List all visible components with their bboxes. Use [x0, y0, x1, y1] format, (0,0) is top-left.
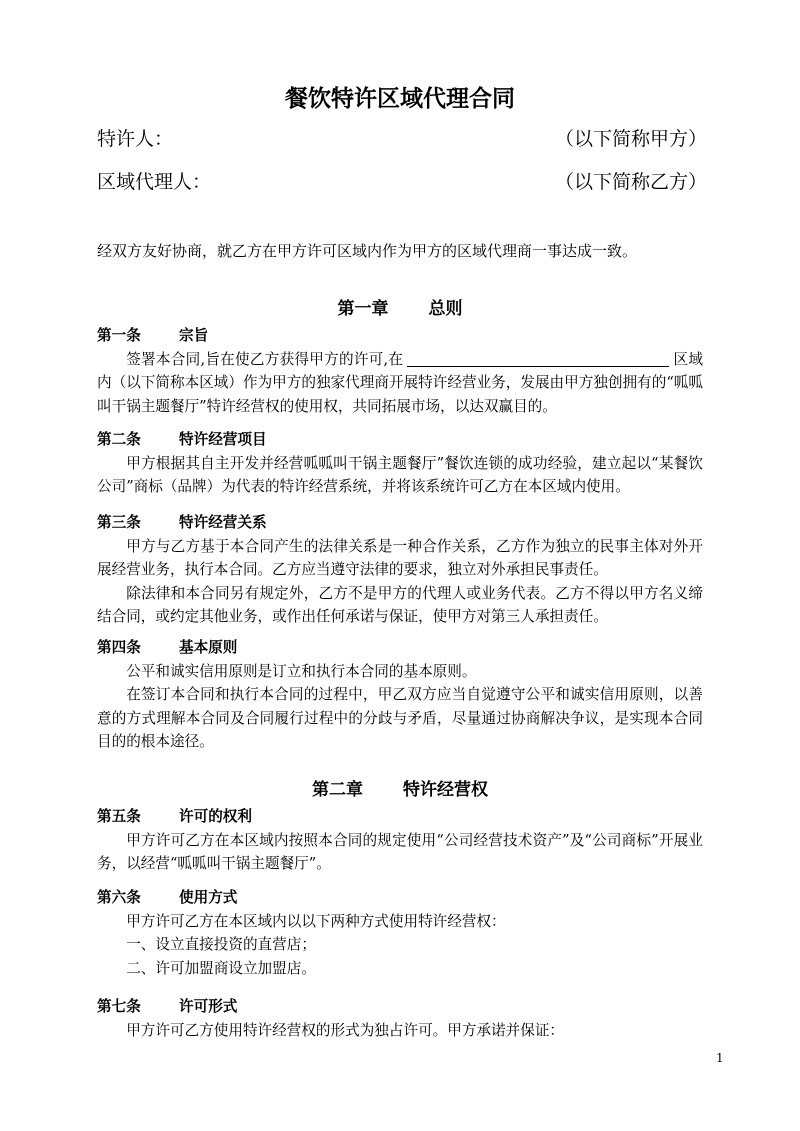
list-item: 二、许可加盟商设立加盟店。 — [126, 959, 316, 977]
list-item: 一、设立直接投资的直营店； — [126, 936, 316, 953]
party-suffix: （以下简称乙方） — [555, 171, 708, 193]
article-number: 第三条 — [97, 514, 141, 531]
article-paragraph — [97, 348, 703, 419]
article-title: 使用方式 — [179, 889, 238, 906]
article-paragraph: 公平和诚实信用原则是订立和执行本合同的基本原则。 — [126, 662, 477, 680]
article-6 — [97, 886, 703, 980]
article-heading — [97, 805, 703, 829]
article-heading — [97, 995, 703, 1019]
party-label: 区域代理人： — [97, 171, 212, 193]
paragraph-text: 签署本合同,旨在使乙方获得甲方的许可,在 — [126, 350, 404, 368]
article-title: 特许经营关系 — [179, 514, 267, 531]
article-number: 第二条 — [97, 431, 141, 448]
article-2 — [97, 428, 703, 499]
article-heading — [97, 636, 703, 660]
article-title: 许可形式 — [179, 998, 238, 1015]
chapter-number: 第一章 — [337, 299, 389, 319]
article-paragraph: 在签订本合同和执行本合同的过程中，甲乙双方应当自觉遵守公平和诚实信用原则，以善意的方式理解本合同及合同履行过程中的分歧与矛盾，尽量通过协商解决争议，是实现本合同目的的根本途径。 — [97, 686, 703, 750]
article-paragraph: 除法律和本合同另有规定外，乙方不是甲方的代理人或业务代表。乙方不得以甲方名义缔结合同，或约定其他业务，或作出任何承诺与保证，使甲方对第三人承担责任。 — [97, 584, 703, 625]
article-4 — [97, 636, 703, 754]
article-heading — [97, 886, 703, 910]
document-title: 餐饮特许区域代理合同 — [285, 86, 515, 112]
article-7 — [97, 995, 703, 1042]
article-paragraph: 甲方许可乙方在本区域内按照本合同的规定使用“公司经营技术资产”及“公司商标”开展业务，以经营“呱呱叫干锅主题餐厅”。 — [97, 831, 703, 872]
article-number: 第六条 — [97, 889, 141, 906]
party-suffix: （以下简称甲方） — [555, 128, 708, 150]
region-blank-field[interactable] — [407, 350, 669, 367]
intro-paragraph: 经双方友好协商，就乙方在甲方许可区域内作为甲方的区域代理商一事达成一致。 — [97, 242, 638, 260]
article-title: 基本原则 — [179, 639, 238, 656]
article-number: 第五条 — [97, 808, 141, 825]
article-title: 宗旨 — [179, 327, 209, 344]
article-5 — [97, 805, 703, 876]
article-number: 第四条 — [97, 639, 141, 656]
article-3 — [97, 511, 703, 629]
paragraph-text: 区域内（以下简称本区域）作为甲方的独家代理商开展特许经营业务，发展由甲方独创拥有的“呱呱叫干锅主题餐厅”特许经营权的使用权，共同拓展市场，以达双赢目的。 — [97, 350, 703, 415]
party-franchisor — [97, 124, 708, 150]
chapter-heading — [0, 294, 800, 319]
chapter-title: 特许经营权 — [403, 780, 488, 800]
article-heading — [97, 511, 703, 535]
chapter-title: 总则 — [428, 299, 463, 319]
article-paragraph: 甲方根据其自主开发并经营呱呱叫干锅主题餐厅”餐饮连锁的成功经验，建立起以“某餐饮公司”商标（品牌）为代表的特许经营系统，并将该系统许可乙方在本区域内使用。 — [97, 454, 703, 495]
article-heading — [97, 324, 703, 348]
article-paragraph: 甲方许可乙方使用特许经营权的形式为独占许可。甲方承诺并保证： — [126, 1021, 565, 1039]
article-title: 许可的权利 — [179, 808, 252, 825]
article-number: 第七条 — [97, 998, 141, 1015]
article-1 — [97, 324, 703, 418]
party-regional-agent — [97, 167, 708, 193]
article-title: 特许经营项目 — [179, 431, 267, 448]
chapter-number: 第二章 — [312, 780, 363, 800]
chapter-heading — [0, 775, 800, 800]
article-heading — [97, 428, 703, 452]
article-paragraph: 甲方许可乙方在本区域内以以下两种方式使用特许经营权： — [126, 912, 506, 930]
page-number: 1 — [716, 1051, 724, 1065]
article-paragraph: 甲方与乙方基于本合同产生的法律关系是一种合作关系，乙方作为独立的民事主体对外开展经营业务，执行本合同。乙方应当遵守法律的要求，独立对外承担民事责任。 — [97, 537, 703, 578]
party-label: 特许人： — [97, 128, 174, 150]
article-number: 第一条 — [97, 327, 141, 344]
